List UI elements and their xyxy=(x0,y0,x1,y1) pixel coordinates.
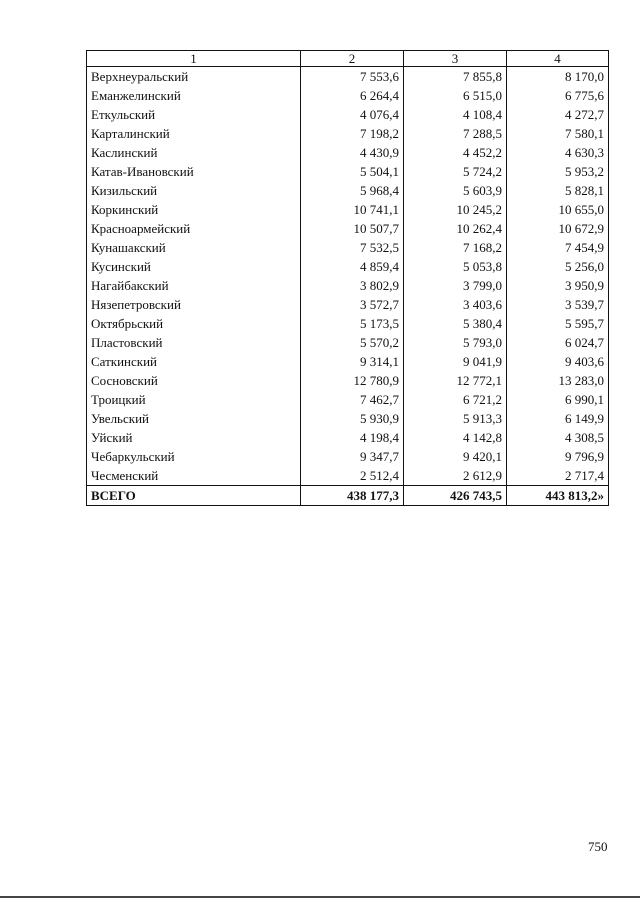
total-label-cell: ВСЕГО xyxy=(87,486,301,506)
table-row xyxy=(87,257,609,276)
district-name-cell: Катав-Ивановский xyxy=(87,162,301,181)
district-name-cell: Чесменский xyxy=(87,466,301,486)
district-name-cell: Красноармейский xyxy=(87,219,301,238)
value-cell-col4: 10 672,9 xyxy=(507,219,609,238)
table-row xyxy=(87,466,609,486)
value-cell-col3: 3 403,6 xyxy=(404,295,507,314)
table-row xyxy=(87,333,609,352)
value-cell-col2: 9 347,7 xyxy=(301,447,404,466)
district-name-cell: Уйский xyxy=(87,428,301,447)
value-cell-col4: 3 539,7 xyxy=(507,295,609,314)
table-row xyxy=(87,409,609,428)
value-cell-col4: 2 717,4 xyxy=(507,466,609,486)
value-cell-col2: 5 173,5 xyxy=(301,314,404,333)
value-cell-col4: 5 828,1 xyxy=(507,181,609,200)
value-cell-col2: 5 968,4 xyxy=(301,181,404,200)
value-cell-col4: 5 595,7 xyxy=(507,314,609,333)
value-cell-col3: 12 772,1 xyxy=(404,371,507,390)
table-row xyxy=(87,86,609,105)
value-cell-col2: 7 532,5 xyxy=(301,238,404,257)
data-table xyxy=(86,50,609,506)
district-name-cell: Кунашакский xyxy=(87,238,301,257)
value-cell-col4: 5 256,0 xyxy=(507,257,609,276)
value-cell-col4: 7 454,9 xyxy=(507,238,609,257)
table-row xyxy=(87,447,609,466)
district-name-cell: Кусинский xyxy=(87,257,301,276)
value-cell-col2: 2 512,4 xyxy=(301,466,404,486)
district-name-cell: Сосновский xyxy=(87,371,301,390)
table-row xyxy=(87,428,609,447)
total-value-col4: 443 813,2» xyxy=(507,486,609,506)
value-cell-col2: 3 802,9 xyxy=(301,276,404,295)
value-cell-col3: 4 108,4 xyxy=(404,105,507,124)
value-cell-col3: 5 053,8 xyxy=(404,257,507,276)
table-row xyxy=(87,219,609,238)
district-name-cell: Еткульский xyxy=(87,105,301,124)
table-row xyxy=(87,238,609,257)
value-cell-col3: 5 380,4 xyxy=(404,314,507,333)
value-cell-col4: 6 990,1 xyxy=(507,390,609,409)
total-value-col3: 426 743,5 xyxy=(404,486,507,506)
value-cell-col2: 10 507,7 xyxy=(301,219,404,238)
district-name-cell: Нязепетровский xyxy=(87,295,301,314)
table-row xyxy=(87,124,609,143)
footer-divider xyxy=(0,896,640,898)
district-name-cell: Карталинский xyxy=(87,124,301,143)
column-header: 4 xyxy=(507,51,609,67)
district-name-cell: Еманжелинский xyxy=(87,86,301,105)
value-cell-col2: 4 859,4 xyxy=(301,257,404,276)
district-name-cell: Кизильский xyxy=(87,181,301,200)
value-cell-col3: 6 515,0 xyxy=(404,86,507,105)
district-name-cell: Увельский xyxy=(87,409,301,428)
value-cell-col3: 5 793,0 xyxy=(404,333,507,352)
value-cell-col3: 4 142,8 xyxy=(404,428,507,447)
value-cell-col4: 4 630,3 xyxy=(507,143,609,162)
value-cell-col3: 7 288,5 xyxy=(404,124,507,143)
value-cell-col2: 5 570,2 xyxy=(301,333,404,352)
value-cell-col3: 9 420,1 xyxy=(404,447,507,466)
district-name-cell: Чебаркульский xyxy=(87,447,301,466)
value-cell-col4: 9 796,9 xyxy=(507,447,609,466)
table-row xyxy=(87,276,609,295)
district-name-cell: Каслинский xyxy=(87,143,301,162)
value-cell-col2: 4 076,4 xyxy=(301,105,404,124)
value-cell-col3: 9 041,9 xyxy=(404,352,507,371)
district-name-cell: Коркинский xyxy=(87,200,301,219)
total-value-col2: 438 177,3 xyxy=(301,486,404,506)
value-cell-col4: 3 950,9 xyxy=(507,276,609,295)
value-cell-col4: 4 272,7 xyxy=(507,105,609,124)
table-body xyxy=(87,67,609,506)
value-cell-col3: 7 168,2 xyxy=(404,238,507,257)
value-cell-col3: 10 262,4 xyxy=(404,219,507,238)
page-number: 750 xyxy=(588,839,608,854)
table-row xyxy=(87,314,609,333)
value-cell-col2: 7 198,2 xyxy=(301,124,404,143)
value-cell-col2: 4 430,9 xyxy=(301,143,404,162)
value-cell-col4: 8 170,0 xyxy=(507,67,609,87)
value-cell-col4: 7 580,1 xyxy=(507,124,609,143)
table-row xyxy=(87,352,609,371)
table-row xyxy=(87,67,609,87)
value-cell-col2: 5 504,1 xyxy=(301,162,404,181)
table-row xyxy=(87,200,609,219)
total-row xyxy=(87,486,609,506)
value-cell-col2: 9 314,1 xyxy=(301,352,404,371)
value-cell-col2: 6 264,4 xyxy=(301,86,404,105)
district-name-cell: Нагайбакский xyxy=(87,276,301,295)
district-name-cell: Октябрьский xyxy=(87,314,301,333)
column-header: 1 xyxy=(87,51,301,67)
district-name-cell: Троицкий xyxy=(87,390,301,409)
column-header: 3 xyxy=(404,51,507,67)
value-cell-col3: 5 603,9 xyxy=(404,181,507,200)
value-cell-col4: 10 655,0 xyxy=(507,200,609,219)
district-name-cell: Верхнеуральский xyxy=(87,67,301,87)
value-cell-col2: 10 741,1 xyxy=(301,200,404,219)
value-cell-col2: 3 572,7 xyxy=(301,295,404,314)
value-cell-col4: 5 953,2 xyxy=(507,162,609,181)
value-cell-col4: 13 283,0 xyxy=(507,371,609,390)
value-cell-col2: 12 780,9 xyxy=(301,371,404,390)
value-cell-col2: 4 198,4 xyxy=(301,428,404,447)
table-row xyxy=(87,162,609,181)
value-cell-col4: 6 149,9 xyxy=(507,409,609,428)
table-row xyxy=(87,105,609,124)
value-cell-col3: 10 245,2 xyxy=(404,200,507,219)
table-row xyxy=(87,181,609,200)
value-cell-col3: 5 913,3 xyxy=(404,409,507,428)
value-cell-col4: 6 024,7 xyxy=(507,333,609,352)
value-cell-col3: 2 612,9 xyxy=(404,466,507,486)
column-header: 2 xyxy=(301,51,404,67)
value-cell-col4: 9 403,6 xyxy=(507,352,609,371)
table-row xyxy=(87,390,609,409)
table-row xyxy=(87,371,609,390)
value-cell-col3: 5 724,2 xyxy=(404,162,507,181)
value-cell-col3: 6 721,2 xyxy=(404,390,507,409)
value-cell-col3: 4 452,2 xyxy=(404,143,507,162)
value-cell-col4: 6 775,6 xyxy=(507,86,609,105)
district-name-cell: Пластовский xyxy=(87,333,301,352)
value-cell-col4: 4 308,5 xyxy=(507,428,609,447)
value-cell-col2: 7 462,7 xyxy=(301,390,404,409)
value-cell-col3: 7 855,8 xyxy=(404,67,507,87)
value-cell-col3: 3 799,0 xyxy=(404,276,507,295)
table-row xyxy=(87,295,609,314)
header-row xyxy=(87,51,609,67)
district-name-cell: Саткинский xyxy=(87,352,301,371)
value-cell-col2: 7 553,6 xyxy=(301,67,404,87)
table-row xyxy=(87,143,609,162)
value-cell-col2: 5 930,9 xyxy=(301,409,404,428)
